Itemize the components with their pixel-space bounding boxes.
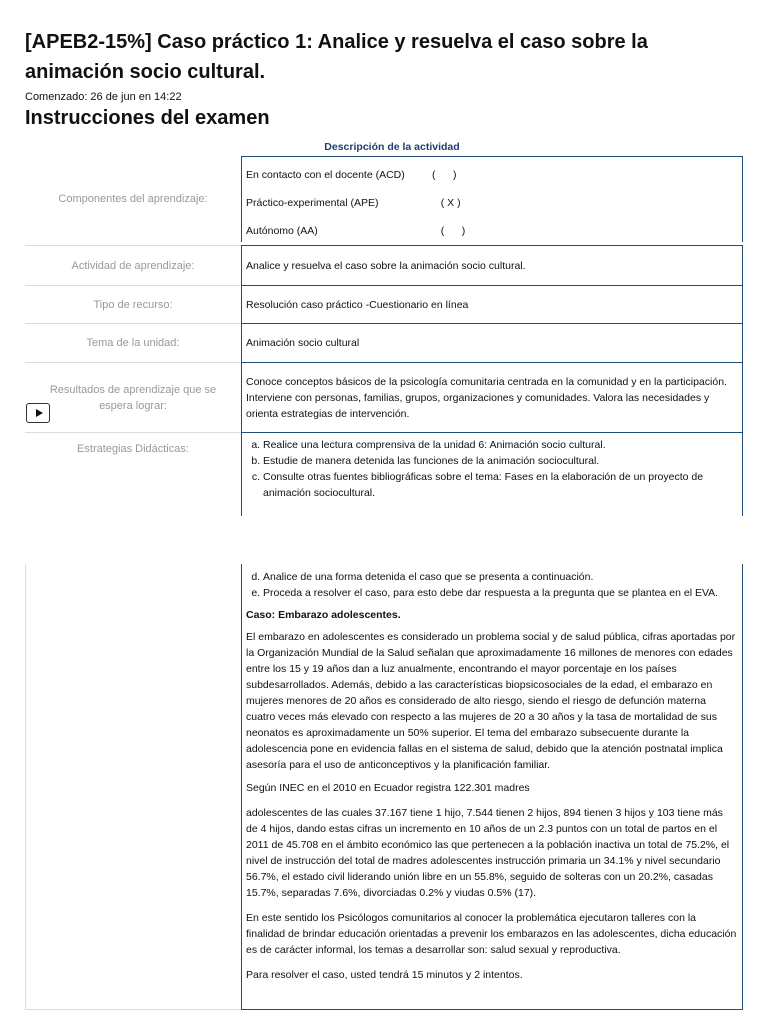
started-timestamp: Comenzado: 26 de jun en 14:22 (25, 91, 182, 103)
components-cell (241, 156, 743, 242)
component-name: En contacto con el docente (ACD) (246, 169, 405, 181)
activity-value (241, 245, 743, 285)
strategies-cell (241, 432, 743, 516)
component-mark: ( ) (432, 225, 466, 237)
activity-text: Analice y resuelva el caso sobre la animación socio cultural. (246, 259, 526, 272)
exam-instructions-heading: Instrucciones del examen (25, 107, 270, 129)
case-paragraph: Según INEC en el 2010 en Ecuador registra 122.301 madres (246, 782, 530, 794)
resource-value (241, 285, 743, 323)
component-name: Autónomo (AA) (246, 225, 318, 237)
topic-text: Animación socio cultural (246, 337, 360, 349)
case-title: Caso: Embarazo adolescentes. (246, 609, 401, 621)
case-cell (241, 564, 743, 1010)
topic-value (241, 323, 743, 362)
component-row (246, 217, 738, 245)
play-button[interactable] (26, 403, 50, 423)
component-mark: ( ) (432, 169, 457, 181)
strategy-item: b. Estudie de manera detenida las funciones de la animación sociocultural. (263, 453, 738, 469)
topic-label: Tema de la unidad: (25, 323, 241, 362)
results-text: Conoce conceptos básicos de la psicología comunitaria centrada en la comunidad y en la participación. Interviene con personas, familias, grupos, organizaciones y comunidades. Valora las necesidades y orienta estrategias de intervención. (246, 375, 727, 420)
strategy-item: d. Analice de una forma detenida el caso que se presenta a continuación. (263, 569, 737, 585)
strategy-item: a. Realice una lectura comprensiva de la unidad 6: Animación socio cultural. (263, 437, 738, 453)
component-mark: ( X ) (432, 197, 461, 209)
case-paragraph: adolescentes de las cuales 37.167 tiene 1 hijo, 7.544 tienen 2 hijos, 894 tienen 3 hijos y 103 tiene más de 4 hijos, dando estas cifras un incremento en 10 años de un 2.3 puntos con un total de partos en el 2011 de 45.708 en el ámbito económico las que pertenecen a la población inactiva un total de 75.2%, el nivel de instrucción del total de madres adolescentes instrucción primaria un 34.1% y nivel secundario 56.7%, el estado civil liderando unión libre en un 55.8%, seguido de solteras con un 20.2%, casadas 15.7%, separadas 7.6%, divorciadas 0.2% y viudas 0.5% (17). (246, 807, 730, 899)
case-paragraph: En este sentido los Psicólogos comunitarios al conocer la problemática ejecutaron talleres con la finalidad de brindar educación orientadas a prevenir los embarazos en las adolescentes, dicha educación es de carácter informal, los temas a desarrollar son: salud sexual y reproductiva. (246, 912, 737, 956)
components-label: Componentes del aprendizaje: (58, 193, 208, 205)
activity-description-header: Descripción de la actividad (324, 141, 460, 153)
page-title: [APEB2-15%] Caso práctico 1: Analice y resuelva el caso sobre la animación socio cultural. (25, 31, 648, 83)
activity-label: Actividad de aprendizaje: (25, 245, 241, 285)
play-icon (36, 409, 43, 417)
results-value (241, 362, 743, 432)
component-row (246, 161, 738, 189)
component-name: Práctico-experimental (APE) (246, 197, 379, 209)
strategy-item: c. Consulte otras fuentes bibliográficas sobre el tema: Fases en la elaboración de un proyecto de animación sociocultural. (263, 469, 738, 501)
case-paragraph: Para resolver el caso, usted tendrá 15 minutos y 2 intentos. (246, 969, 523, 981)
resource-label: Tipo de recurso: (25, 285, 241, 323)
component-row (246, 189, 738, 217)
table-bottom-rule (25, 1009, 241, 1010)
strategies-label: Estrategias Didácticas: (25, 432, 241, 516)
resource-text: Resolución caso práctico -Cuestionario en línea (246, 298, 469, 311)
case-paragraph: El embarazo en adolescentes es considerado un problema social y de salud pública, cifras aportadas por la Organización Mundial de la Salud señalan que aproximadamente 16 millones de menores con edades entre los 15 y 19 años dan a luz anualmente, encontrando el mayor porcentaje en los países subdesarrollados. Además, debido a las características biopsicosociales de la edad, el embarazo en mujeres menores de 20 años es considerado de alto riesgo, siendo el riesgo de defunción materna cuatro veces más elevado con respecto a las mujeres de 20 a 30 años y la tasa de mortalidad de sus neonatos es aproximadamente un 50% superior. El tema del embarazo subsecuente durante la adolescencia pone en evidencia fallas en el sistema de salud, debido que la atención postnatal implica asesoría para el uso de anticonceptivos y la planificación familiar. (246, 631, 736, 771)
results-label: Resultados de aprendizaje que se espera lograr: (25, 362, 241, 432)
table-left-rule (25, 564, 26, 1010)
strategy-item: e. Proceda a resolver el caso, para esto debe dar respuesta a la pregunta que se plantea en el EVA. (263, 585, 737, 601)
